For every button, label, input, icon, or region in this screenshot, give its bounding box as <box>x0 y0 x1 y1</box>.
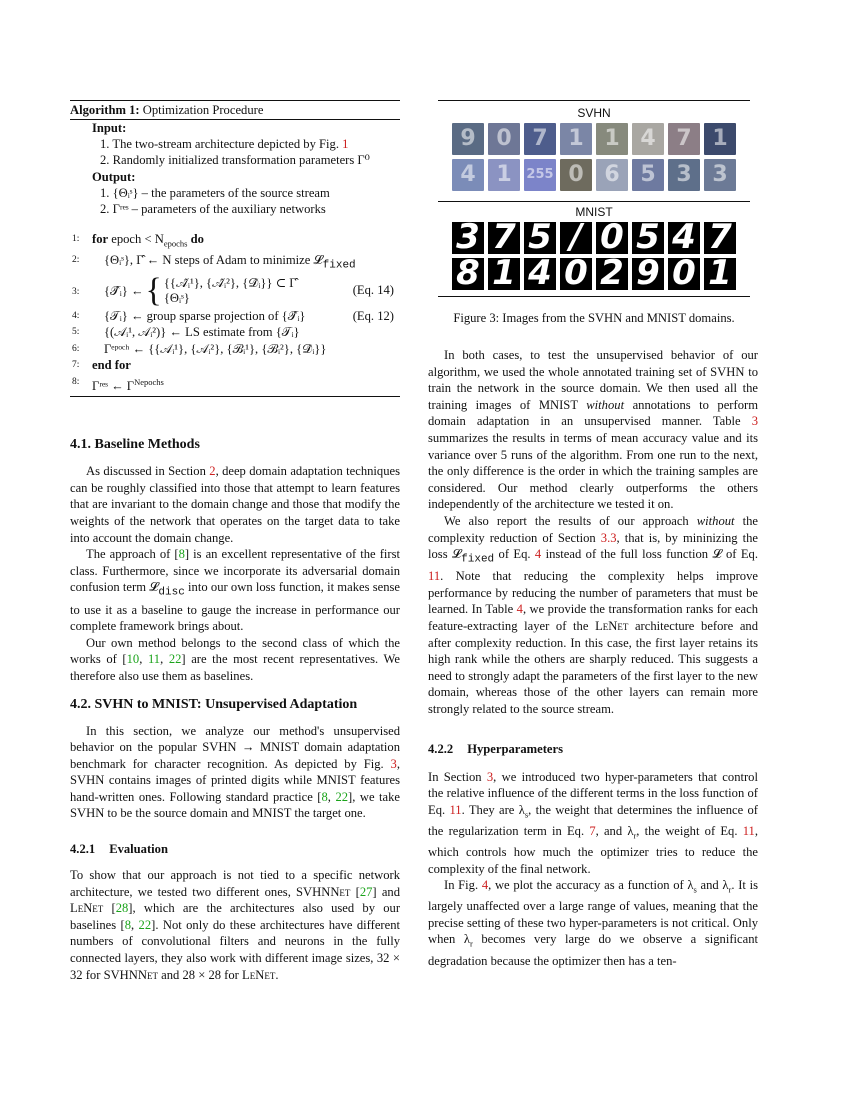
algorithm-title: Algorithm 1: Optimization Procedure <box>70 103 264 117</box>
figure-caption: Figure 3: Images from the SVHN and MNIST domains. <box>453 311 735 325</box>
subsection-heading: 4.2.1 Evaluation <box>70 842 168 857</box>
mnist-digit-image: 0 <box>596 222 628 254</box>
svhn-digit-image: 5 <box>632 159 664 191</box>
mnist-images <box>438 222 750 290</box>
mnist-digit-image: 8 <box>452 258 484 290</box>
algorithm-line: 3: {𝒯̂ᵢ} ← { {{𝒜̂ᵢ¹}, {𝒜̂ᵢ²}, {𝒟̂ᵢ}} ⊂ Γ̂ {Θᵢˢ} (Eq. 14) <box>72 272 394 310</box>
citation-link[interactable]: 22 <box>168 652 182 667</box>
mnist-digit-image: / <box>560 222 592 254</box>
algorithm-line: 7: end for <box>72 358 131 373</box>
mnist-digit-image: 5 <box>524 222 556 254</box>
citation-link[interactable]: 8 <box>124 917 132 932</box>
mnist-digit-image: 7 <box>488 222 520 254</box>
svhn-digit-image: 1 <box>488 159 520 191</box>
paragraph: In both cases, to test the unsupervised behavior of our algorithm, we used the whole annotated training set of SVHN to train the network in the source domain. We then used all the training images of MNIST without annotations to perform domain adaptation in an unsupervised manner. Table 3 summarizes the results in terms of mean accuracy value and its variance over 5 runs of the algorithm. From one run to the next, the only difference is the order in which the training samples are considered. Our method clearly outperforms the others independently of the architecture we tested it on. <box>428 348 758 512</box>
left-column <box>70 100 400 983</box>
paragraph: To show that our approach is not tied to a specific network architecture, we tested two different ones, SVHNNet [27] and LeNet [28], which are the architectures also used by our baselines [8, 22]. Not only do these architectures have different numbers of convolutional filters and neurons in the fully connected layers, they also work with different image sizes, 32 × 32 for SVHNNet and 28 × 28 for LeNet. <box>70 868 401 982</box>
section-link[interactable]: 2 <box>209 464 216 479</box>
mnist-digit-image: 1 <box>488 258 520 290</box>
mnist-digit-image: 4 <box>524 258 556 290</box>
svhn-digit-image: 6 <box>596 159 628 191</box>
section-link[interactable]: 3 <box>486 769 494 784</box>
equation-link[interactable]: 4 <box>534 547 542 562</box>
figure-link[interactable]: 3 <box>390 756 397 771</box>
table-link[interactable]: 4 <box>516 602 523 617</box>
svhn-digit-image: 7 <box>524 123 556 155</box>
algorithm-line: 2: {Θᵢˢ}, Γ̂ ← N steps of Adam to minimize 𝓛$_{fixed}$ <box>72 253 356 272</box>
citation-link[interactable]: 10 <box>126 652 140 667</box>
svhn-digit-image: 255 <box>524 159 556 191</box>
figure-3 <box>438 100 750 326</box>
citation-link[interactable]: 11 <box>147 652 161 667</box>
equation-link[interactable]: 11 <box>449 802 462 817</box>
svhn-images <box>438 123 750 191</box>
mnist-digit-image: 5 <box>632 222 664 254</box>
citation-link[interactable]: 22 <box>138 917 152 932</box>
mnist-digit-image: 9 <box>632 258 664 290</box>
svhn-digit-image: 0 <box>560 159 592 191</box>
section-link[interactable]: 3.3 <box>600 530 617 545</box>
figure-link[interactable]: 4 <box>481 878 489 893</box>
svhn-digit-image: 7 <box>668 123 700 155</box>
algorithm-line: 4: {𝒯ᵢ} ← group sparse projection of {𝒯̂ᵢ} (Eq. 12) <box>72 309 394 324</box>
svhn-label: SVHN <box>577 106 611 120</box>
svhn-digit-image: 4 <box>632 123 664 155</box>
algorithm-input: Input: 1. The two-stream architecture depicted by Fig. 1 2. Randomly initialized transformation parameters Γ⁰ Output: 1. {Θᵢˢ} – the parameters of the source stream 2. Γʳᵉˢ – parameters of the auxiliary networks <box>92 121 370 217</box>
paragraph: As discussed in Section 2, deep domain adaptation techniques can be roughly classified into those that attempt to learn features that are invariant to the domain change and those that modify the weights of the network that operates on the target data to take into account the domain change. <box>70 464 400 545</box>
svhn-digit-image: 4 <box>452 159 484 191</box>
svhn-digit-image: 0 <box>488 123 520 155</box>
subsection-heading: 4.2.2 Hyperparameters <box>428 741 564 756</box>
mnist-digit-image: 0 <box>560 258 592 290</box>
svhn-digit-image: 1 <box>704 123 736 155</box>
mnist-digit-image: 1 <box>704 258 736 290</box>
right-column <box>428 347 758 969</box>
mnist-digit-image: 2 <box>596 258 628 290</box>
paragraph: In Section 3, we introduced two hyper-parameters that control the relative influence of the different terms in the loss function of Eq. 11. They are $\lambda_s$, the weight that determines the influence of the regularization term in Eq. 7, and $\lambda_r$, the weight of Eq. 11, which controls how much the optimizer tries to reduce the complexity of the final network. <box>428 769 758 876</box>
algorithm-line: 8: Γʳᵉˢ ← $\Gamma^{Nepochs}$ <box>72 376 164 393</box>
algorithm-line: 1: for epoch < $N_{epochs}$ do <box>72 232 204 249</box>
citation-link[interactable]: 27 <box>359 884 373 899</box>
section-heading: 4.1. Baseline Methods <box>70 437 200 453</box>
equation-link[interactable]: 11 <box>428 569 441 584</box>
mnist-digit-image: 0 <box>668 258 700 290</box>
mnist-label: MNIST <box>575 205 613 219</box>
citation-link[interactable]: 28 <box>115 901 129 916</box>
algorithm-line: 5: {(𝒜ᵢ¹, 𝒜ᵢ²)} ← LS estimate from {𝒯ᵢ} <box>72 325 300 340</box>
mnist-digit-image: 7 <box>704 222 736 254</box>
section-heading: 4.2. SVHN to MNIST: Unsupervised Adaptation <box>70 696 358 712</box>
table-link[interactable]: 3 <box>751 414 758 429</box>
paragraph: Our own method belongs to the second class of which the works of [10, 11, 22] are the most recent representatives. We therefore also use them as baselines. <box>70 635 401 683</box>
svhn-digit-image: 9 <box>452 123 484 155</box>
algorithm-box <box>70 100 400 397</box>
algorithm-line: 6: Γᵉᵖᵒᶜʰ ← {{𝒜ᵢ¹}, {𝒜ᵢ²}, {ℬᵢ¹}, {ℬᵢ²}, {𝒟̂ᵢ}} <box>72 341 327 356</box>
paragraph: In this section, we analyze our method's unsupervised behavior on the popular SVHN → MNIST domain adaptation benchmark for character recognition. As depicted by Fig. 3, SVHN contains images of printed digits while MNIST features hand-written ones. Following standard practice [8, 22], we take SVHN to be the source domain and MNIST the target one. <box>70 723 401 821</box>
mnist-digit-image: 4 <box>668 222 700 254</box>
svhn-digit-image: 3 <box>704 159 736 191</box>
paragraph: The approach of [8] is an excellent representative of the first class. Furthermore, since we incorporate its adversarial domain confusion term 𝓛$_{disc}$ into our own loss function, it makes sense to use it as a baseline to gauge the increase in performance our complete framework brings about. <box>70 547 401 634</box>
svhn-digit-image: 1 <box>560 123 592 155</box>
paragraph: In Fig. 4, we plot the accuracy as a function of $\lambda_s$ and $\lambda_r$. It is largely unaffected over a large range of values, meaning that the precise setting of these two hyper-parameters is not critical. Only when $\lambda_r$ becomes very large do we observe a significant degradation because the optimizer then has a ten- <box>428 878 758 968</box>
citation-link[interactable]: 8 <box>178 547 185 562</box>
citation-link[interactable]: 8 <box>321 789 328 804</box>
svhn-digit-image: 1 <box>596 123 628 155</box>
paragraph: We also report the results of our approach without the complexity reduction of Section 3.3, that is, by mininizing the loss 𝓛$_{fixed}$ of Eq. 4 instead of the full loss function 𝓛 of Eq. 11. Note that reducing the complexity helps improve performance by reducing the number of parameters that must be learned. In Table 4, we provide the transformation ranks for each feature-extracting layer of the LeNet architecture before and after complexity reduction. In this case, the first layer retains its high rank while the others are sharply reduced. This suggests a need to strongly adapt the parameters of the first layer to the new domain, whereas those of the other layers can remain more strongly related to the source stream. <box>428 513 759 716</box>
mnist-digit-image: 3 <box>452 222 484 254</box>
citation-link[interactable]: 22 <box>335 789 349 804</box>
equation-link[interactable]: 11 <box>742 823 755 838</box>
equation-link[interactable]: 7 <box>589 823 596 838</box>
svhn-digit-image: 3 <box>668 159 700 191</box>
